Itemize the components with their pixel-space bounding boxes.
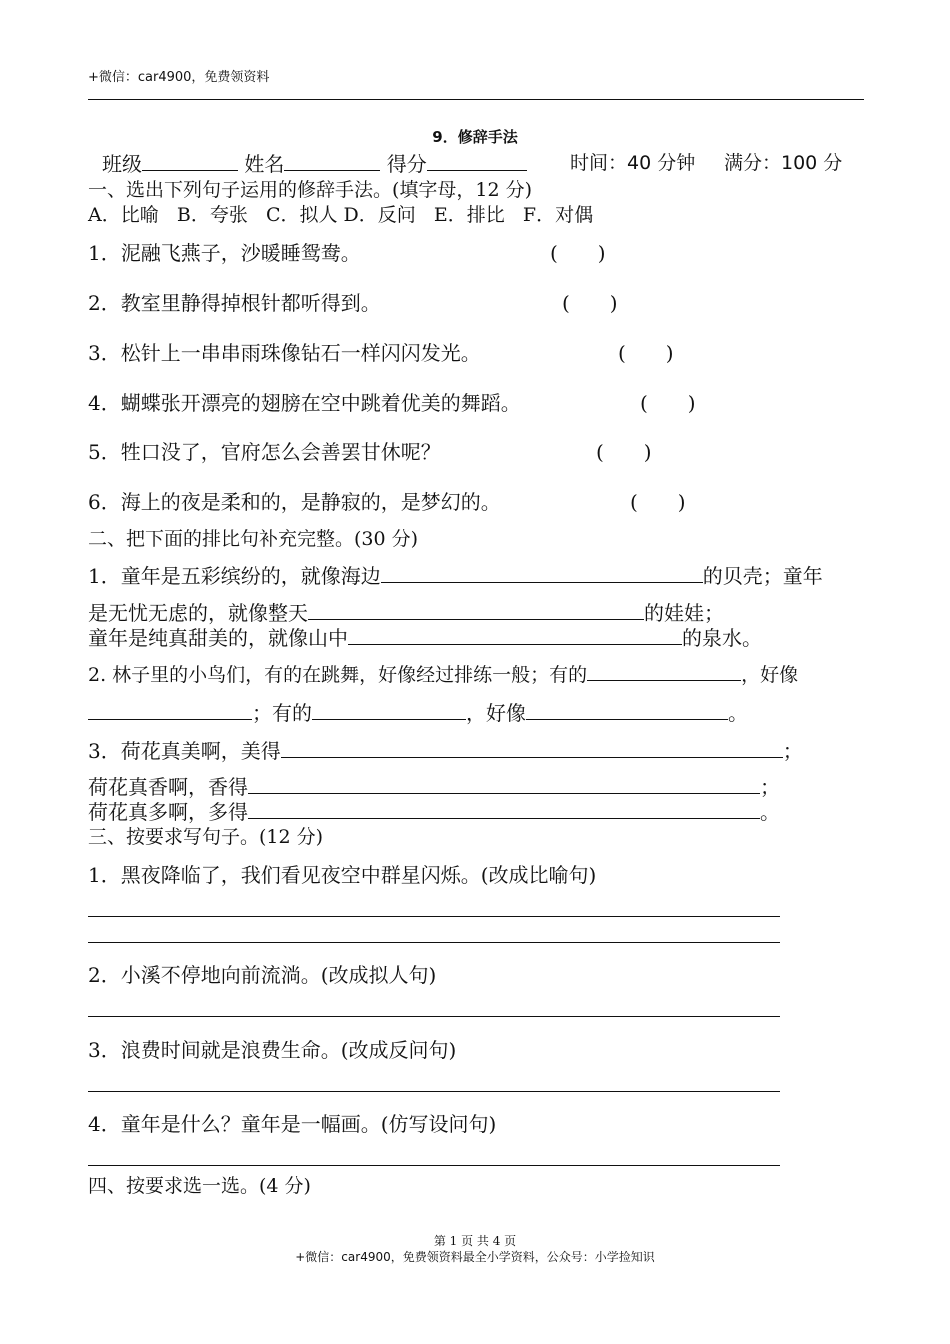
s2-q2-text-b: ；有的: [252, 701, 312, 725]
section1-note: (填字母，12 分): [392, 179, 533, 201]
s2-q1-blank-1[interactable]: [381, 564, 703, 583]
s2-q3-text-c: 荷花真多啊，多得: [88, 800, 248, 824]
s2-q2-blank-1[interactable]: [587, 662, 741, 681]
s2-q3-text-a: 3．荷花真美啊，美得: [88, 739, 281, 763]
page-title: 9．修辞手法: [432, 128, 518, 146]
option-d: D．反问: [343, 204, 416, 226]
s3-answer-line-4[interactable]: [88, 1165, 780, 1166]
s2-q1-text-c2: 的泉水。: [682, 626, 762, 650]
s3-answer-line-1a[interactable]: [88, 916, 780, 917]
s2-q2-blank-3[interactable]: [312, 701, 466, 720]
option-e: E．排比: [433, 204, 505, 226]
section3-heading: [88, 822, 323, 849]
s1-answer-1[interactable]: ( ): [550, 241, 606, 265]
header-wechat-note: +微信：car4900，免费领资料: [88, 70, 270, 85]
section4-note: (4 分): [259, 1175, 311, 1197]
s2-q1-text-b2: 的娃娃；: [644, 601, 724, 625]
s2-q1-line3: [88, 622, 762, 651]
section2-heading: [88, 524, 418, 551]
s2-q3-line3: [88, 796, 780, 825]
info-line: [102, 148, 527, 177]
s2-q2-blank-2[interactable]: [88, 701, 252, 720]
score-label: 得分: [386, 152, 427, 176]
option-c: C．拟人: [265, 204, 338, 226]
s2-q2-text-b2: ，好像: [466, 701, 526, 725]
s2-q2-text-a: 2. 林子里的小鸟们，有的在跳舞，好像经过排练一般；有的: [88, 664, 588, 686]
s1-answer-5[interactable]: ( ): [596, 440, 652, 464]
s2-q2-text-a2: ，好像: [741, 664, 799, 686]
s3-item-3: 3．浪费时间就是浪费生命。(改成反问句): [88, 1038, 457, 1062]
s1-answer-2[interactable]: ( ): [562, 291, 618, 315]
s2-q3-blank-3[interactable]: [248, 800, 760, 819]
s2-q1-blank-2[interactable]: [308, 601, 644, 620]
s2-q3-text-a2: ；: [782, 739, 803, 763]
s1-answer-6[interactable]: ( ): [630, 490, 686, 514]
s3-answer-line-3[interactable]: [88, 1091, 780, 1092]
s2-q3-blank-2[interactable]: [248, 775, 760, 794]
s2-q1-blank-3[interactable]: [348, 626, 682, 645]
s2-q2-blank-4[interactable]: [526, 701, 728, 720]
section1-title: 一、选出下列句子运用的修辞手法。: [88, 179, 393, 201]
option-f: F．对偶: [522, 204, 594, 226]
s1-item-3: 3．松针上一串串雨珠像钻石一样闪闪发光。: [88, 341, 481, 365]
s3-item-1: 1．黑夜降临了，我们看见夜空中群星闪烁。(改成比喻句): [88, 863, 597, 887]
s2-q3-blank-1[interactable]: [281, 739, 783, 758]
s2-q1-text-c: 童年是纯真甜美的，就像山中: [88, 626, 348, 650]
class-blank[interactable]: [142, 152, 238, 171]
options-row: [88, 200, 593, 227]
s1-item-2: 2．教室里静得掉根针都听得到。: [88, 291, 381, 315]
s2-q1-text-a2: 的贝壳；童年: [702, 564, 823, 588]
option-a: A．比喻: [88, 204, 159, 226]
name-blank[interactable]: [284, 152, 380, 171]
s2-q3-text-c2: 。: [760, 800, 780, 824]
s2-q2-line2: [88, 697, 748, 726]
s1-answer-3[interactable]: ( ): [618, 341, 674, 365]
time-info: 时间：40 分钟: [570, 152, 696, 174]
full-score-info: 满分：100 分: [724, 152, 843, 174]
s2-q1-text-a: 1．童年是五彩缤纷的，就像海边: [88, 564, 381, 588]
s1-item-6: 6．海上的夜是柔和的，是静寂的，是梦幻的。: [88, 490, 501, 514]
page-number: 第 1 页 共 4 页: [433, 1234, 517, 1248]
s3-item-2: 2．小溪不停地向前流淌。(改成拟人句): [88, 963, 437, 987]
s2-q1-line1: [88, 560, 823, 589]
section1-heading: [88, 175, 532, 202]
s1-answer-4[interactable]: ( ): [640, 391, 696, 415]
s1-item-4: 4．蝴蝶张开漂亮的翅膀在空中跳着优美的舞蹈。: [88, 391, 521, 415]
s2-q3-text-b: 荷花真香啊，香得: [88, 775, 248, 799]
s2-q2-line1: [88, 660, 798, 687]
s1-item-1: 1．泥融飞燕子，沙暖睡鸳鸯。: [88, 241, 361, 265]
option-b: B．夸张: [176, 204, 248, 226]
header-divider: [88, 99, 864, 100]
s2-q2-text-b3: 。: [728, 701, 748, 725]
class-label: 班级: [102, 152, 142, 176]
section4-heading: [88, 1171, 311, 1198]
section3-note: (12 分): [259, 826, 324, 848]
section3-title: 三、按要求写句子。: [88, 826, 260, 848]
s3-answer-line-2[interactable]: [88, 1016, 780, 1017]
s3-answer-line-1b[interactable]: [88, 942, 780, 943]
section2-title: 二、把下面的排比句补充完整。: [88, 528, 355, 550]
s2-q3-text-b2: ；: [760, 775, 780, 799]
section4-title: 四、按要求选一选。: [88, 1175, 260, 1197]
section2-note: (30 分): [354, 528, 419, 550]
s3-item-4: 4．童年是什么？童年是一幅画。(仿写设问句): [88, 1112, 497, 1136]
footer-note: +微信：car4900，免费领资料最全小学资料，公众号：小学捡知识: [295, 1250, 655, 1264]
score-blank[interactable]: [427, 152, 527, 171]
s2-q1-text-b: 是无忧无虑的，就像整天: [88, 601, 308, 625]
name-label: 姓名: [244, 152, 285, 176]
s2-q3-line1: [88, 735, 803, 764]
s1-item-5: 5．牲口没了，官府怎么会善罢甘休呢？: [88, 440, 441, 464]
